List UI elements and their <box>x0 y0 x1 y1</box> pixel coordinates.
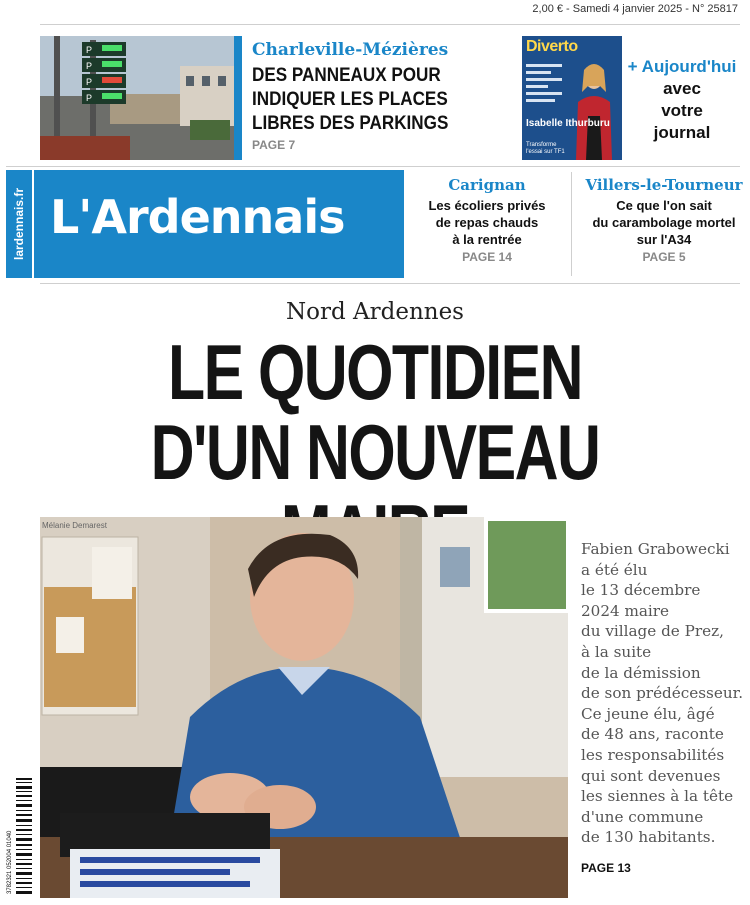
divider <box>40 24 740 25</box>
villers-headline: Ce que l'on sait du carambolage mortel sur l'A34 <box>592 198 736 247</box>
magazine-title: Diverto <box>526 38 578 55</box>
website-url: lardennais.fr <box>12 187 26 261</box>
top-info-bar <box>0 0 750 22</box>
logo-text: L'Ardennais <box>50 190 345 244</box>
supplement-promo[interactable] <box>614 56 750 144</box>
carignan-page: PAGE 14 <box>462 250 512 264</box>
carignan-teaser[interactable] <box>414 176 560 264</box>
sign-label: P <box>86 45 93 55</box>
vertical-divider <box>571 172 572 276</box>
sign-label: P <box>86 93 93 103</box>
parking-page: PAGE 7 <box>252 138 296 152</box>
price-date-issue: 2,00 € - Samedi 4 janvier 2025 - N° 25817 <box>532 3 738 15</box>
main-headline[interactable]: LE QUOTIDIEN D'UN NOUVEAU <box>150 328 600 496</box>
divider <box>6 166 740 167</box>
magazine-text-lines <box>526 64 562 106</box>
carignan-headline: Les écoliers privés de repas chauds à la rentrée <box>428 198 546 247</box>
masthead-logo[interactable] <box>34 170 404 278</box>
barcode-graphic <box>4 776 34 896</box>
villers-page: PAGE 5 <box>642 250 686 264</box>
carignan-kicker: Carignan <box>448 176 526 194</box>
parking-street-illustration <box>40 36 234 160</box>
parking-teaser[interactable] <box>252 40 512 152</box>
section-title: Nord Ardennes <box>286 299 464 325</box>
parking-kicker: Charleville-Mézières <box>252 40 449 60</box>
divider <box>40 283 740 284</box>
supplement-line: journal <box>653 123 711 142</box>
cover-subtitle: Transforme l'essai sur TF1 <box>526 142 565 155</box>
parking-sign-photo[interactable] <box>40 36 242 160</box>
sign-label: P <box>86 77 93 87</box>
magazine-cover[interactable] <box>522 36 622 160</box>
parking-headline: DES PANNEAUX POUR INDIQUER LES PLACES LIBRES DES PARKINGS <box>252 65 449 134</box>
website-tab[interactable] <box>6 170 32 278</box>
villers-teaser[interactable] <box>578 176 750 264</box>
villers-kicker: Villers-le-Tourneur <box>585 176 743 194</box>
barcode <box>4 776 34 896</box>
supplement-line: avec <box>663 79 701 98</box>
supplement-line: + Aujourd'hui <box>627 57 737 76</box>
photo-credit: Mélanie Demarest <box>42 521 107 530</box>
barcode-digits: 3782321 052004 01040 <box>7 830 13 894</box>
mayor-photo[interactable] <box>40 517 568 898</box>
story-caption: Fabien Grabowecki a été élu le 13 décembre 2024 maire du village de Prez, à la suite de la démission de son prédécesseur. Ce jeune élu, âgé de 48 ans, raconte les responsabilités qui sont devenues les siennes à la tête d'une commune de 130 habitants. <box>581 540 744 847</box>
sign-label: P <box>86 61 93 71</box>
mayor-photo-illustration <box>40 517 568 898</box>
cover-person-illustration <box>570 62 616 160</box>
supplement-line: votre <box>661 101 703 120</box>
cover-name: Isabelle Ithurburu <box>526 118 610 129</box>
story-page[interactable]: PAGE 13 <box>581 861 631 875</box>
